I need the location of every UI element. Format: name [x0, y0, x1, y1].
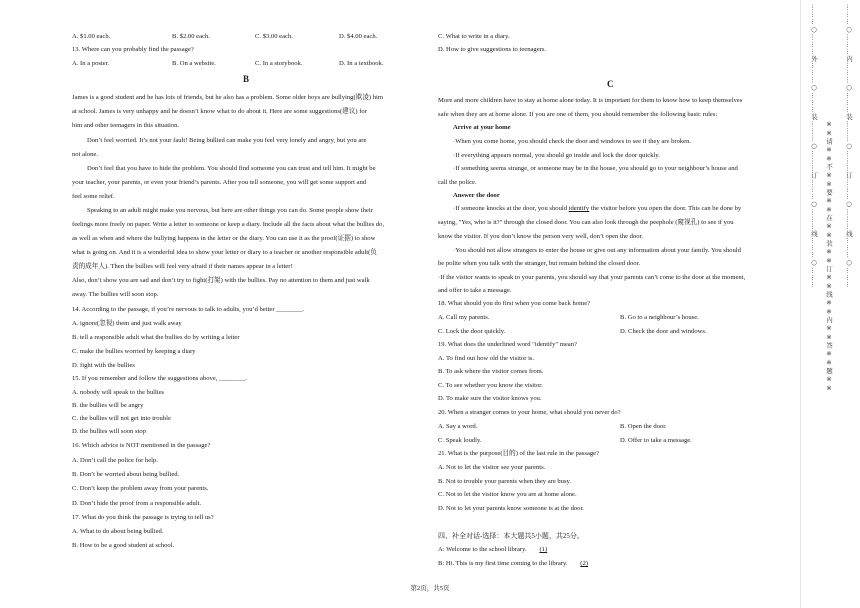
answer-rule: know the visitor. If you don’t know the person very well, don’t open the door.	[438, 233, 644, 240]
q20-stem: 20. When a stranger comes to your home, what should you never do?	[438, 409, 621, 416]
dialog-line-a	[438, 547, 558, 554]
q18-option-d: D. Check the door and windows.	[620, 328, 707, 335]
answer-rule-text: ·If someone knocks at the door, you should	[453, 205, 569, 212]
q13-option-b: B. On a website.	[172, 60, 216, 67]
q16-option-a: A. Don’t call the police for help.	[72, 457, 158, 464]
answer-rule-text: the visitor before you open the door. This can be done by	[589, 205, 742, 212]
q13-option-c: C. In a storybook.	[255, 60, 303, 67]
passage-b-line: at school. James is very unhappy and he doesn’t know what to do about it. Here are some suggestions(建议) for	[72, 108, 367, 115]
q15-option-a: A. nobody will speak to the bullies	[72, 389, 165, 396]
binding-warning	[825, 0, 835, 608]
passage-b-line: away. The bullies will soon stop.	[72, 291, 159, 298]
section-b-heading: B	[243, 74, 250, 84]
q21-option-d: D. Not to let your parents know someone is at the door.	[438, 505, 584, 512]
passage-b-line: feel some relief.	[72, 193, 115, 200]
q17-option-d: D. How to give suggestions to teenagers.	[438, 46, 547, 53]
passage-b-line: what is going on. And it is a wonderful idea to show your letter or diary to a teacher or another responsible adult(负	[72, 249, 377, 256]
q17-option-a: A. What to do about being bullied.	[72, 528, 164, 535]
arrive-rule: ·If everything appears normal, you should go inside and lock the door quickly.	[453, 152, 660, 159]
q16-option-b: B. Don’t be worried about being bullied.	[72, 471, 180, 478]
q21-option-b: B. Not to trouble your parents when they are busy.	[438, 478, 572, 485]
arrive-rule: ·When you come home, you should check the door and windows to see if they are broken.	[453, 138, 692, 145]
q18-option-a: A. Call my parents.	[438, 314, 490, 321]
passage-b-line: Don’t feel that you have to hide the problem. You should find someone you can trust and tell him. It might be	[87, 165, 376, 172]
q13-stem: 13. Where can you probably find the passage?	[72, 46, 194, 53]
passage-c-intro-line: safe when they are at home alone. If you are one of them, you should remember the following basic rules:	[438, 111, 718, 118]
q14-option-c: C. make the bullies worried by keeping a diary	[72, 348, 196, 355]
q16-option-c: C. Don’t keep the problem away from your parents.	[72, 485, 209, 492]
q12-option-d: D. $4.00 each.	[339, 33, 378, 40]
q12-option-c: C. $3.00 each.	[255, 33, 293, 40]
q21-option-c: C. Not to let the visitor know you are at home alone.	[438, 491, 577, 498]
q17-option-c: C. What to write in a diary.	[438, 33, 510, 40]
q21-option-a: A. Not to let the visitor see your parents.	[438, 464, 546, 471]
passage-b-line: your teacher, your parents, or even your friend’s parents. After you tell someone, you will get some support and	[72, 179, 367, 186]
q19-stem: 19. What does the underlined word "identify" mean?	[438, 341, 577, 348]
q18-option-b: B. Go to a neighbour’s house.	[620, 314, 699, 321]
binding-line-outer-text: ………○………外………○………装………○………订………○………线………○………	[810, 4, 818, 289]
section4-heading: 四、补全对话-选择：本大题共5小题，共25分。	[438, 532, 584, 540]
q17-stem: 17. What do you think the passage is trying to tell us?	[72, 514, 214, 521]
blank-1: (1)	[539, 546, 548, 553]
passage-b-line: James is a good student and he has lots of friends, but he also has a problem. Some older boys are bullying(欺凌) him	[72, 94, 383, 101]
q20-option-c: C. Speak loudly.	[438, 437, 482, 444]
q15-option-d: D. the bullies will soon stop	[72, 428, 146, 435]
binding-line-inner-text: ………○………内………○………装………○………订………○………线………○………	[845, 4, 853, 289]
passage-b-line: feelings more freely on paper. Write a letter to someone or keep a diary. Include all the facts about what the bullies do,	[72, 221, 385, 228]
passage-b-line: not alone.	[72, 151, 99, 158]
passage-b-line: Also, don’t show you are sad and don’t try to fight(打架) with the bullies. Pay no attention to them and just walk	[72, 277, 370, 284]
q19-option-d: D. To make sure the visitor knows you.	[438, 395, 542, 402]
q19-option-c: C. To see whether you know the visitor.	[438, 382, 543, 389]
answer-rule	[438, 206, 741, 213]
q15-option-c: C. the bullies will not get into trouble	[72, 415, 171, 422]
answer-rule: be polite when you talk with the stranger, but remain behind the closed door.	[438, 260, 641, 267]
q16-stem: 16. Which advice is NOT mentioned in the passage?	[72, 442, 211, 449]
q21-stem: 21. What is the purpose(目的) of the last rule in the passage?	[438, 450, 600, 457]
blank-2: (2)	[580, 560, 588, 567]
dialog-line-b	[438, 561, 599, 568]
q20-option-a: A. Say a word.	[438, 423, 478, 430]
answer-rule: and offer to take a message.	[438, 287, 512, 294]
q12-option-a: A. $1.00 each.	[72, 33, 111, 40]
q19-option-a: A. To find out how old the visitor is.	[438, 355, 535, 362]
passage-b-line: Don’t feel worried. It’s not your fault! Being bullied can make you feel very lonely and angry, but you are	[87, 137, 367, 144]
section-c-heading: C	[607, 79, 614, 89]
identify-word: identify	[568, 205, 590, 212]
q18-stem: 18. What should you do first when you come back home?	[438, 300, 591, 307]
passage-b-line: 责的成年人). Then the bullies will feel very afraid if their names appear in a letter!	[72, 263, 293, 270]
passage-b-line: as well as when and where the bullying happens in the letter or the diary. You can use it as the proof(证据) to show	[72, 235, 376, 242]
q14-option-a: A. ignore(忽视) them and just walk away	[72, 320, 182, 327]
q15-option-b: B. the bullies will be angry	[72, 402, 144, 409]
q19-option-b: B. To ask where the visitor comes from.	[438, 368, 544, 375]
binding-line-inner	[845, 4, 853, 604]
arrive-rule: call the police.	[438, 179, 477, 186]
passage-c-intro-line: More and more children have to stay at home alone today. It is important for them to know how to keep themselves	[438, 97, 743, 104]
q13-option-a: A. In a poster.	[72, 60, 110, 67]
dialog-b-text: B: Hi. This is my first time coming to the library.	[438, 560, 568, 567]
q18-option-c: C. Lock the door quickly.	[438, 328, 506, 335]
answer-heading: Answer the door	[453, 192, 500, 199]
passage-b-line: him and other teenagers in this situation.	[72, 122, 180, 129]
answer-rule: ·You should not allow strangers to enter the house or give out any information about your family. You should	[453, 247, 741, 254]
q12-option-b: B. $2.00 each.	[172, 33, 210, 40]
q14-option-b: B. tell a responsible adult what the bullies do by writing a letter	[72, 334, 240, 341]
q20-option-b: B. Open the door.	[620, 423, 667, 430]
binding-line-outer	[810, 4, 818, 604]
q15-stem: 15. If you remember and follow the suggestions above, ________.	[72, 375, 248, 382]
page-footer: 第2页，共5页	[410, 585, 450, 592]
binding-warning-text: ※※请※※不※※要※※在※※装※※订※※线※※内※※答※※题※※	[825, 120, 833, 393]
binding-margin	[800, 0, 860, 608]
q16-option-d: D. Don’t hide the proof from a responsible adult.	[72, 500, 202, 507]
arrive-heading: Arrive at your home	[453, 124, 511, 131]
passage-b-line: Speaking to an adult might make you nervous, but here are other things you can do. Some people show their	[87, 207, 373, 214]
q17-option-b: B. How to be a good student at school.	[72, 542, 175, 549]
q20-option-d: D. Offer to take a message.	[620, 437, 692, 444]
dialog-a-text: A: Welcome to the school library.	[438, 546, 527, 553]
q14-option-d: D. fight with the bullies	[72, 362, 135, 369]
answer-rule: ·If the visitor wants to speak to your parents, you should say that your parents can’t come to the door at the moment,	[438, 274, 746, 281]
q14-stem: 14. According to the passage, if you’re nervous to talk to adults, you’d better ________.	[72, 306, 305, 313]
q13-option-d: D. In a textbook.	[339, 60, 384, 67]
answer-rule: saying, "Yes, who is it?" through the closed door. You can also look through the peephole (窥视孔) to see if you	[438, 219, 734, 226]
arrive-rule: ·If something seems strange, or someone may be in the house, you should go to your neighbour’s house and	[453, 165, 738, 172]
